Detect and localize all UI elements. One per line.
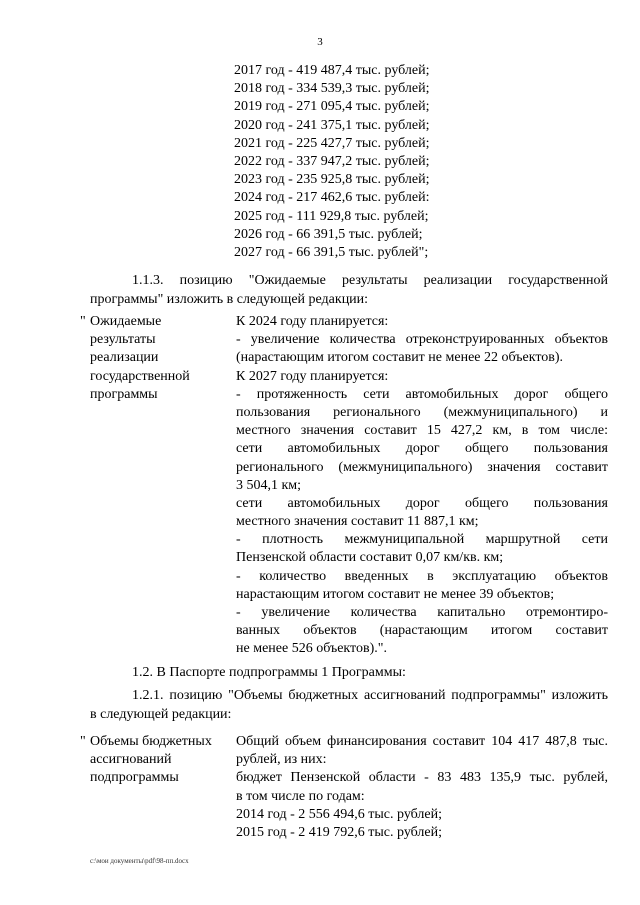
text-line: Объемы бюджетных [90, 734, 212, 749]
text-line: 2027 год - 66 391,5 тыс. рублей"; [234, 244, 429, 260]
text-line: 2017 год - 419 487,4 тыс. рублей; [234, 63, 430, 78]
text-line: 3 504,1 км; [236, 477, 302, 493]
paragraph-line: в следующей редакции: [90, 706, 232, 722]
text-line: результаты [90, 332, 156, 348]
expected-results-description [236, 313, 608, 659]
text-line: сети автомобильных дорог общего пользования [236, 495, 608, 511]
text-line: государственной [90, 368, 190, 384]
text-line: в том числе по годам: [236, 788, 365, 804]
text-line: Пензенской области составит 0,07 км/кв. км; [236, 550, 504, 566]
text-line: 2015 год - 2 419 792,6 тыс. рублей; [236, 824, 443, 840]
text-line: пользования регионального (межмуниципального) и [236, 404, 608, 420]
paragraph-line: 1.1.3. позицию "Ожидаемые результаты реализации государственной [132, 273, 608, 288]
text-line: К 2024 году планируется: [236, 314, 389, 329]
budget-allocations-description [236, 733, 608, 842]
text-line: - плотность межмуниципальной маршрутной сети [236, 532, 608, 548]
text-line: 2024 год - 217 462,6 тыс. рублей: [234, 190, 430, 206]
text-line: подпрограммы [90, 770, 179, 786]
page-number: 3 [317, 36, 323, 48]
quote-mark: " [80, 734, 86, 749]
text-line: К 2027 году планируется: [236, 368, 389, 384]
text-line: местного значения составит 15 427,2 км, в том числе: [236, 423, 608, 439]
expected-results-label [90, 313, 230, 404]
budget-allocations-label [90, 733, 230, 788]
text-line: 2022 год - 337 947,2 тыс. рублей; [234, 153, 430, 169]
text-line: - увеличение количества капитально отремонтиро- [236, 605, 608, 620]
text-line: ванных объектов (нарастающим итогом составит [236, 623, 608, 639]
text-line: 2014 год - 2 556 494,6 тыс. рублей; [236, 806, 443, 822]
text-line: (нарастающим итогом составит не менее 22 объектов). [236, 350, 564, 366]
text-line: - протяженность сети автомобильных дорог общего [236, 386, 608, 402]
text-line: 2023 год - 235 925,8 тыс. рублей; [234, 172, 430, 188]
paragraph-line: 1.2. В Паспорте подпрограммы 1 Программы: [132, 665, 406, 680]
file-path-footer: c:\мои документы\pdf\98-пп.docx [90, 857, 189, 865]
paragraph-1-2-1 [90, 687, 608, 724]
text-line: регионального (межмуниципального) значения составит [236, 459, 608, 475]
paragraph-line: программы" изложить в следующей редакции: [90, 291, 369, 307]
text-line: 2018 год - 334 539,3 тыс. рублей; [234, 81, 430, 97]
text-line: ассигнований [90, 752, 172, 768]
text-line: программы [90, 386, 158, 402]
text-line: Ожидаемые [90, 314, 162, 329]
text-line: не менее 526 объектов).". [236, 641, 387, 657]
quote-mark: " [80, 314, 86, 329]
text-line: бюджет Пензенской области - 83 483 135,9 тыс. рублей, [236, 770, 608, 786]
text-line: 2020 год - 241 375,1 тыс. рублей; [234, 117, 430, 133]
text-line: сети автомобильных дорог общего пользования [236, 441, 608, 457]
text-line: 2025 год - 111 929,8 тыс. рублей; [234, 208, 429, 224]
text-line: рублей, из них: [236, 752, 327, 768]
text-line: реализации [90, 350, 159, 366]
text-line: 2021 год - 225 427,7 тыс. рублей; [234, 135, 430, 151]
text-line: 2026 год - 66 391,5 тыс. рублей; [234, 226, 423, 242]
text-line: местного значения составит 11 887,1 км; [236, 514, 479, 530]
funding-by-year-list [234, 62, 564, 262]
text-line: - количество введенных в эксплуатацию объектов [236, 568, 608, 584]
text-line: 2019 год - 271 095,4 тыс. рублей; [234, 99, 430, 115]
paragraph-1-2 [90, 664, 608, 683]
paragraph-1-1-3 [90, 272, 608, 309]
text-line: Общий объем финансирования составит 104 417 487,8 тыс. [236, 734, 608, 749]
text-line: - увеличение количества отреконструированных объектов [236, 332, 608, 348]
paragraph-line: 1.2.1. позицию "Объемы бюджетных ассигнований подпрограммы" изложить [132, 688, 608, 703]
text-line: нарастающим итогом составит не менее 39 объектов; [236, 586, 555, 602]
